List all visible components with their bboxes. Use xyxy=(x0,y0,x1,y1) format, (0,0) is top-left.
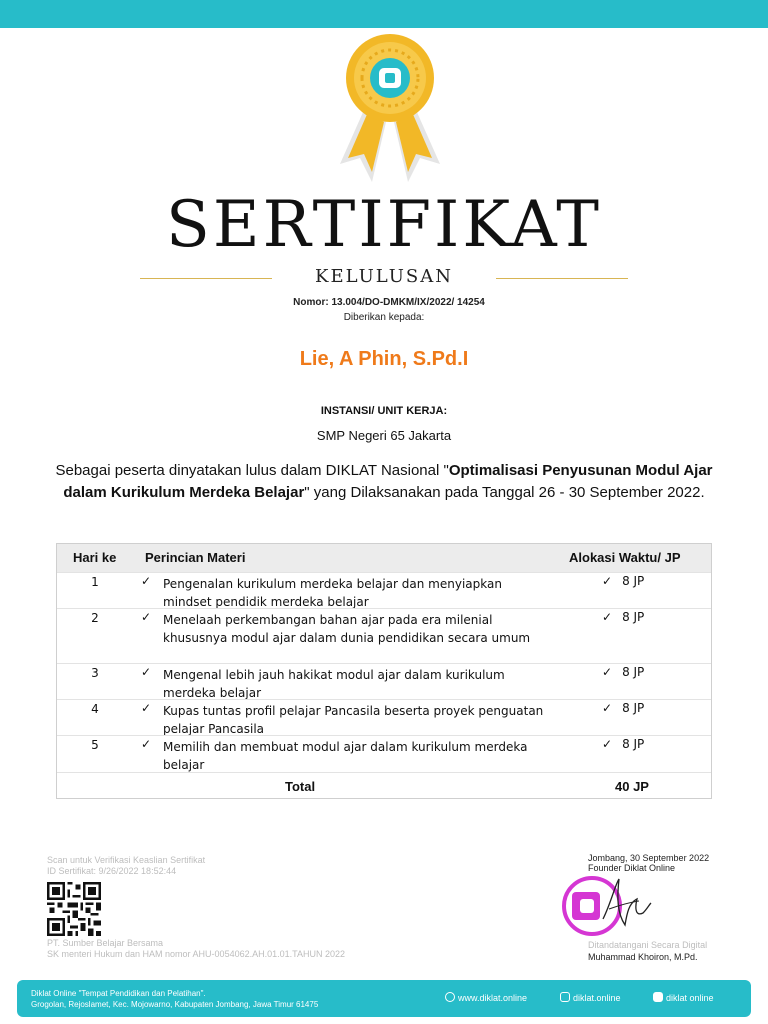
row-material: Memilih dan membuat modul ajar dalam kurikulum merdeka belajar xyxy=(163,740,528,772)
row-day: 4 xyxy=(91,702,99,716)
description-text-2: " yang Dilaksanakan pada Tanggal 26 - 30 September 2022. xyxy=(304,484,705,501)
row-jp xyxy=(602,737,644,751)
qr-code-icon[interactable] xyxy=(47,882,101,936)
instansi-value: SMP Negeri 65 Jakarta xyxy=(316,428,452,443)
row-jp xyxy=(602,665,644,679)
instagram-icon xyxy=(560,992,570,1002)
footer-address: Grogolan, Rejoslamet, Kec. Mojowarno, Kabupaten Jombang, Jawa Timur 61475 xyxy=(31,1000,319,1009)
header-material: Perincian Materi xyxy=(145,550,246,565)
globe-icon xyxy=(445,992,455,1002)
youtube-text: diklat online xyxy=(666,993,714,1003)
row-jp xyxy=(602,701,644,715)
sign-place-date: Jombang, 30 September 2022 xyxy=(588,853,710,863)
instansi-label: INSTANSI/ UNIT KERJA: xyxy=(320,405,448,417)
row-day: 1 xyxy=(91,575,99,589)
header-alloc: Alokasi Waktu/ JP xyxy=(569,550,681,565)
row-jp-value: 8 JP xyxy=(622,737,645,751)
check-icon: ✓ xyxy=(141,610,152,624)
given-to-label: Diberikan kepada: xyxy=(343,312,425,323)
youtube-link[interactable] xyxy=(653,992,714,1003)
table-header xyxy=(57,544,711,572)
header-day: Hari ke xyxy=(73,550,117,565)
website-text: www.diklat.online xyxy=(458,993,528,1003)
certificate-subtitle: KELULUSAN xyxy=(315,266,453,287)
check-icon: ✓ xyxy=(602,665,613,679)
course-title: Optimalisasi Penyusunan Modul Ajar dalam Kurikulum Merdeka Belajar xyxy=(63,462,713,501)
footer-info xyxy=(31,988,318,1010)
table-total-row xyxy=(57,772,711,800)
signer-name: Muhammad Khoiron, M.Pd. xyxy=(588,952,698,962)
row-material: Menelaah perkembangan bahan ajar pada era milenial khususnya modul ajar dalam dunia pendidikan secara umum xyxy=(163,613,531,645)
instagram-link[interactable] xyxy=(560,992,621,1003)
check-icon: ✓ xyxy=(141,665,152,679)
table-row xyxy=(57,735,711,772)
signature-header xyxy=(588,853,709,873)
check-icon: ✓ xyxy=(602,610,613,624)
row-jp xyxy=(602,610,644,624)
curriculum-table xyxy=(56,543,712,799)
table-row xyxy=(57,572,711,608)
row-jp-value: 8 JP xyxy=(622,610,645,624)
signature-stamp-icon xyxy=(555,873,665,937)
description-text-1: Sebagai peserta dinyatakan lulus dalam DIKLAT Nasional " xyxy=(55,462,449,479)
row-jp-value: 8 JP xyxy=(622,574,645,588)
medal-ribbon-icon xyxy=(334,32,446,192)
subtitle-row xyxy=(140,266,628,290)
check-icon: ✓ xyxy=(141,701,152,715)
certificate-id: ID Sertifikat: 9/26/2022 18:52:44 xyxy=(47,866,177,876)
check-icon: ✓ xyxy=(141,737,152,751)
row-day: 2 xyxy=(91,611,99,625)
check-icon: ✓ xyxy=(602,574,613,588)
sign-role: Founder Diklat Online xyxy=(588,863,676,873)
table-row xyxy=(57,699,711,735)
sign-digital-note: Ditandatangani Secara Digital xyxy=(588,940,708,950)
row-jp xyxy=(602,574,644,588)
scan-instruction: Scan untuk Verifikasi Keaslian Sertifikat xyxy=(47,855,206,865)
website-link[interactable] xyxy=(445,992,527,1003)
footer-tagline: Diklat Online "Tempat Pendidikan dan Pelatihan". xyxy=(31,989,206,998)
check-icon: ✓ xyxy=(141,574,152,588)
table-row xyxy=(57,608,711,663)
row-day: 5 xyxy=(91,738,99,752)
instagram-text: diklat.online xyxy=(573,993,621,1003)
row-material: Kupas tuntas profil pelajar Pancasila beserta proyek penguatan pelajar Pancasila xyxy=(163,704,544,736)
check-icon: ✓ xyxy=(602,737,613,751)
company-name: PT. Sumber Belajar Bersama xyxy=(47,938,164,948)
decorative-rule-right xyxy=(496,278,628,279)
company-info xyxy=(47,938,345,960)
company-sk: SK menteri Hukum dan HAM nomor AHU-0054062.AH.01.01.TAHUN 2022 xyxy=(47,949,345,959)
recipient-name: Lie, A Phin, S.Pd.I xyxy=(299,348,469,370)
total-value: 40 JP xyxy=(615,779,649,794)
certificate-number: Nomor: 13.004/DO-DMKM/IX/2022/ 14254 xyxy=(293,297,485,308)
check-icon: ✓ xyxy=(602,701,613,715)
total-label: Total xyxy=(285,779,316,794)
table-row xyxy=(57,663,711,699)
row-jp-value: 8 JP xyxy=(622,701,645,715)
row-material: Mengenal lebih jauh hakikat modul ajar dalam kurikulum merdeka belajar xyxy=(163,668,505,700)
youtube-icon xyxy=(653,992,663,1002)
certificate-title: SERTIFIKAT xyxy=(166,188,602,262)
certificate-description xyxy=(52,460,716,504)
row-material: Pengenalan kurikulum merdeka belajar dan menyiapkan mindset pendidik merdeka belajar xyxy=(163,577,502,609)
footer-bar xyxy=(17,980,751,1017)
top-accent-bar xyxy=(0,0,768,28)
verification-text xyxy=(47,855,205,877)
row-day: 3 xyxy=(91,666,99,680)
row-jp-value: 8 JP xyxy=(622,665,645,679)
